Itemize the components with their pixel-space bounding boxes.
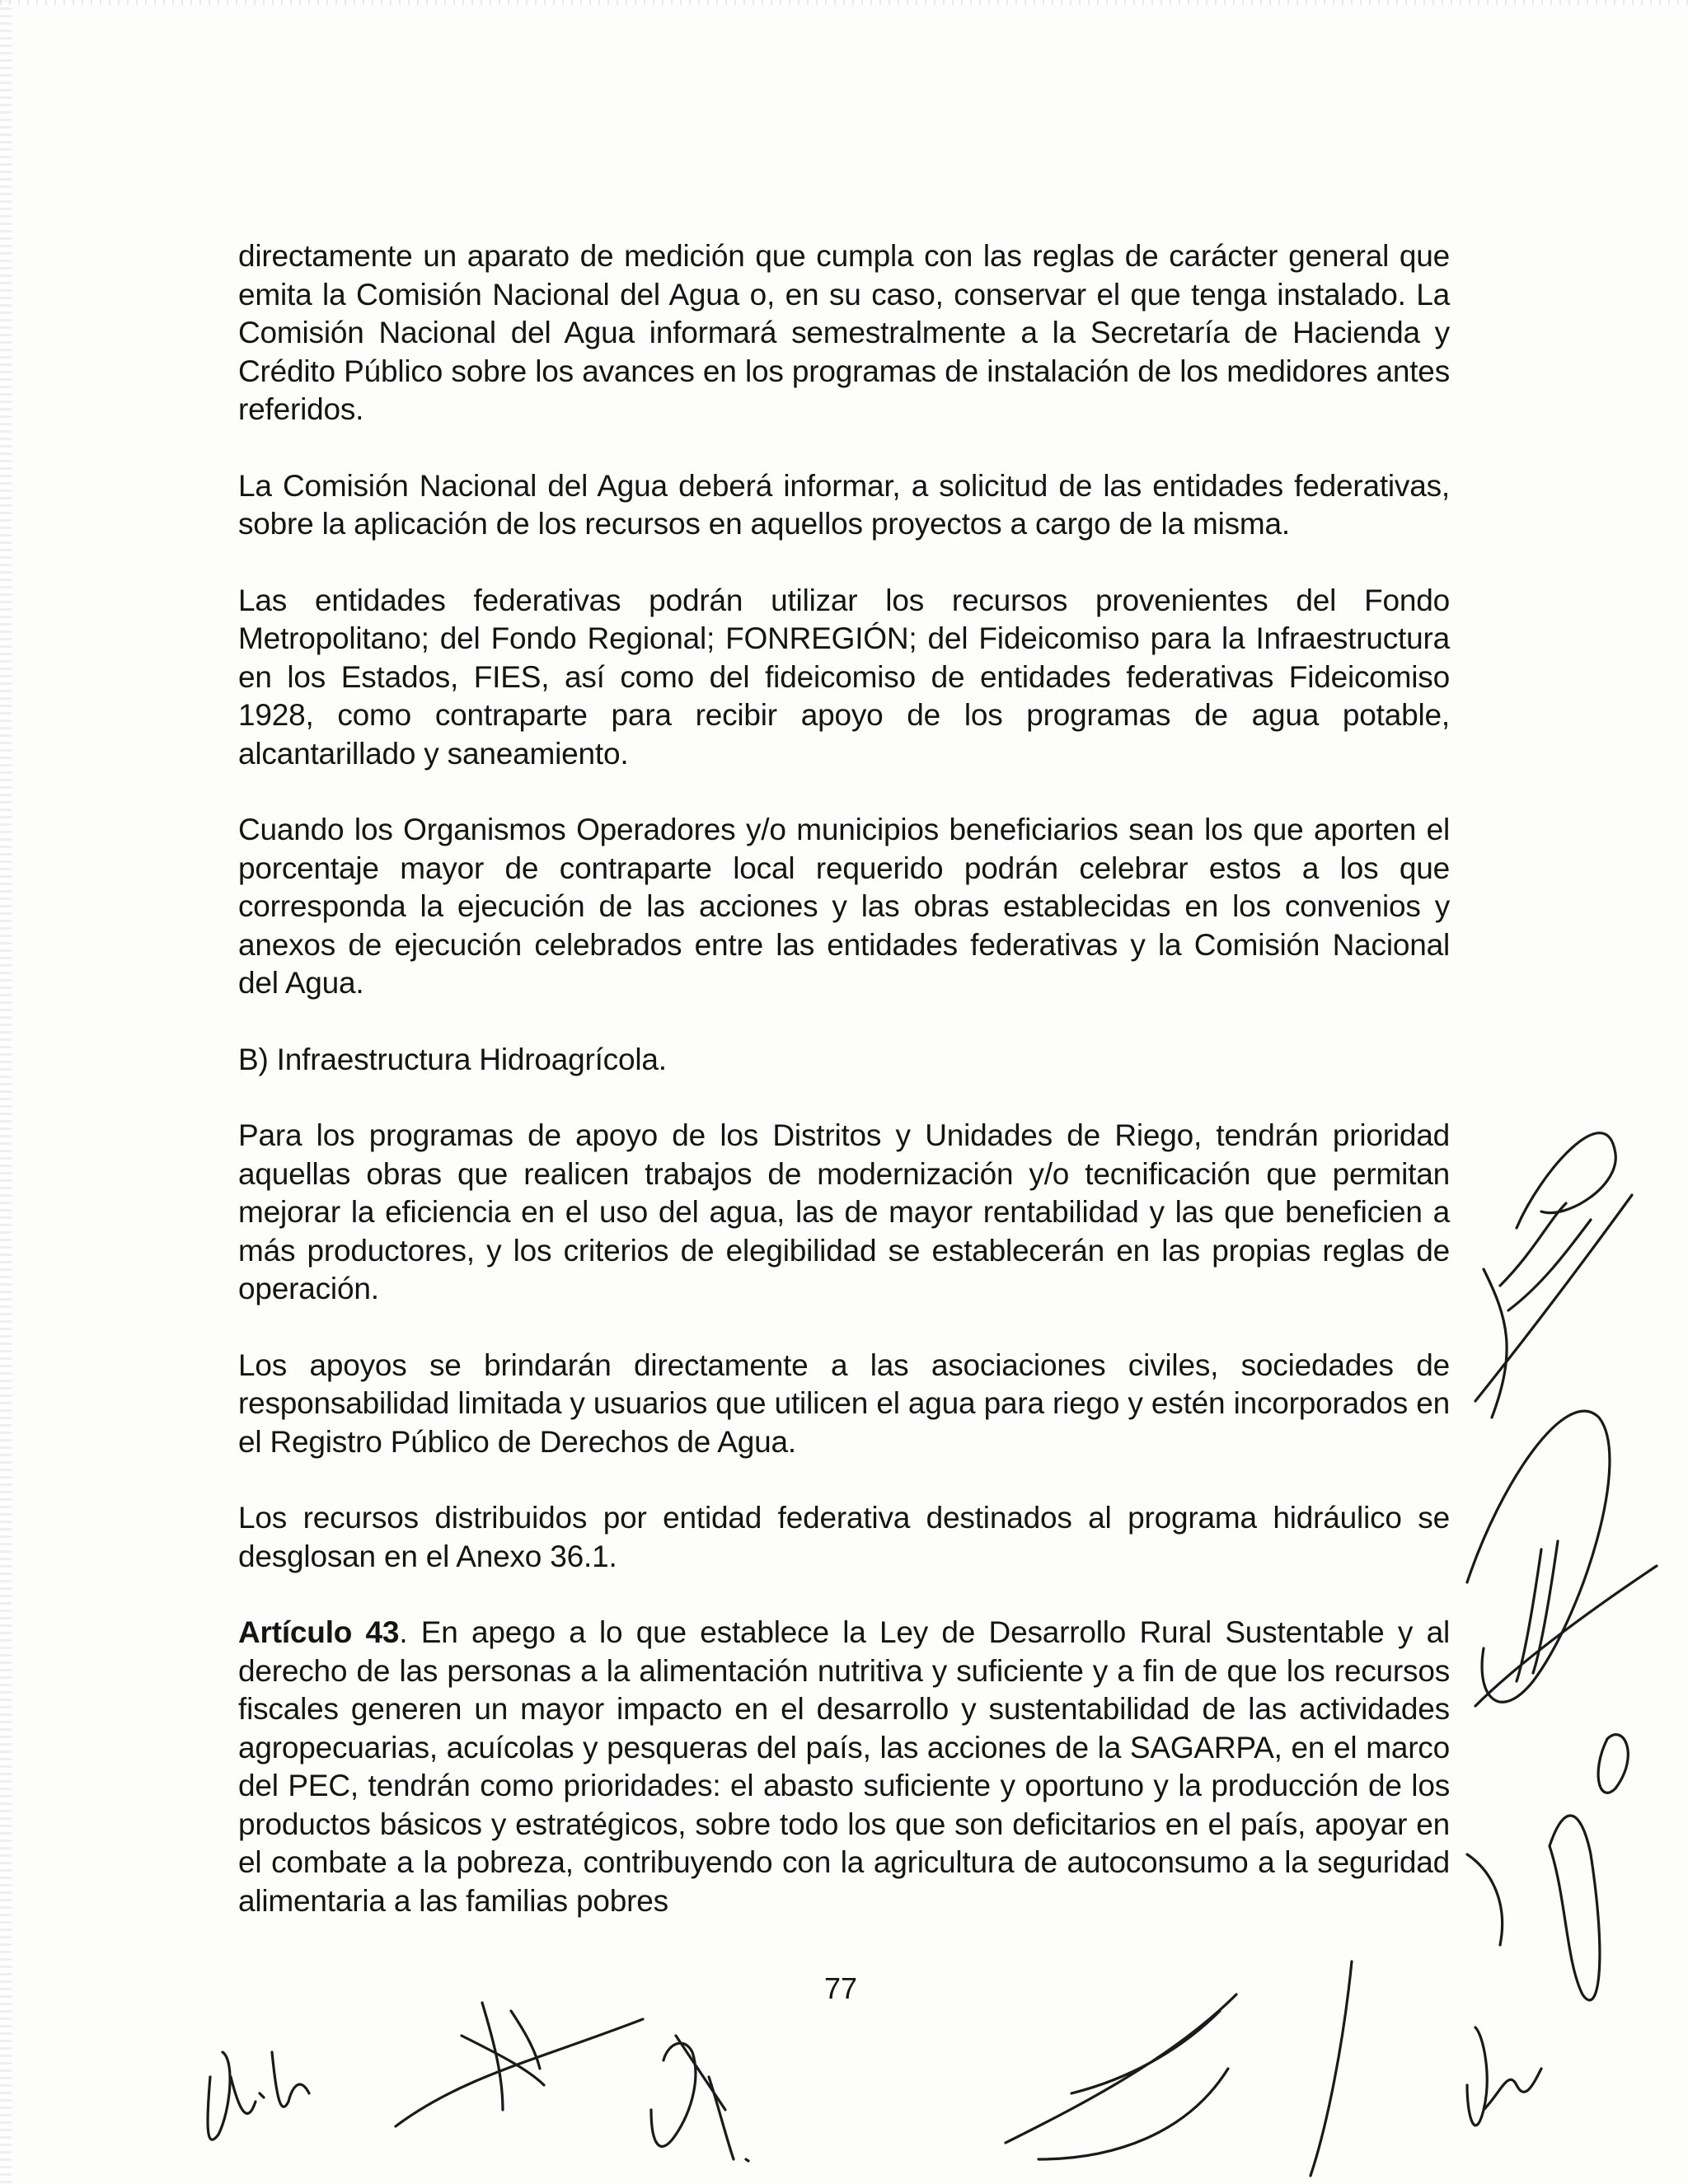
margin-signature [1475,1133,1632,1418]
bottom-signature [396,2003,643,2126]
bottom-signature [208,2052,309,2139]
bottom-signature [651,2036,748,2161]
scan-edge-artifact [0,0,12,2184]
article-paragraph [238,1614,1450,1920]
paragraph: Para los programas de apoyo de los Distritos y Unidades de Riego, tendrán prioridad aquellas obras que realicen trabajos de modernización y/o tecnificación que permitan mejorar la eficiencia en el uso del agua, las de mayor rentabilidad y las que beneficien a más productores, y los criterios de elegibilidad se establecerán en las propias reglas de operación. [238,1118,1450,1305]
paragraph: Los apoyos se brindarán directamente a las asociaciones civiles, sociedades de responsabilidad limitada y usuarios que utilicen el agua para riego y estén incorporados en el Registro Público de Derechos de Agua. [238,1347,1450,1459]
document-body [238,237,1450,1958]
paragraph: Cuando los Organismos Operadores y/o municipios beneficiarios sean los que aporten el porcentaje mayor de contraparte local requerido podrán celebrar estos a los que corresponda la ejecución de las acciones y las obras establecidas en los convenios y anexos de ejecución celebrados entre las entidades federativas y la Comisión Nacional del Agua. [238,813,1450,1000]
paragraph: Los recursos distribuidos por entidad federativa destinados al programa hidráulico se desglosan en el Anexo 36.1. [238,1501,1450,1573]
bottom-signature [1006,1961,1352,2176]
scan-edge-artifact [0,0,1688,5]
paragraph: Las entidades federativas podrán utilizar los recursos provenientes del Fondo Metropolitano; del Fondo Regional; FONREGIÓN; del Fideicomiso para la Infraestructura en los Estados, FIES, así como del fideicomiso de entidades federativas Fideicomiso 1928, como contraparte para recibir apoyo de los programas de agua potable, alcantarillado y saneamiento. [238,583,1450,771]
paragraph: directamente un aparato de medición que cumpla con las reglas de carácter general que emita la Comisión Nacional del Agua o, en su caso, conservar el que tenga instalado. La Comisión Nacional del Agua informará semestralmente a la Secretaría de Hacienda y Crédito Público sobre los avances en los programas de instalación de los medidores antes referidos. [238,239,1450,426]
margin-signature [1467,1411,1657,1706]
section-heading: B) Infraestructura Hidroagrícola. [238,1042,667,1076]
page-number: 77 [823,1971,858,2005]
margin-signature [1467,1735,1628,2000]
article-label: Artículo 43 [238,1615,400,1649]
margin-signature [1467,2027,1541,2125]
article-text: . En apego a lo que establece la Ley de Desarrollo Rural Sustentable y al derecho de las personas a la alimentación nutritiva y suficiente y a fin de que los recursos fiscales generen un mayor impacto en el desarrollo y sustentabilidad de las actividades agropecuarias, acuícolas y pesqueras del país, las acciones de la SAGARPA, en el marco del PEC, tendrán como prioridades: el abasto suficiente y oportuno y la producción de los productos básicos y estratégicos, sobre todo los que son deficitarios en el país, apoyar en el combate a la pobreza, contribuyendo con la agricultura de autoconsumo a la seguridad alimentaria a las familias pobres [238,1615,1450,1918]
paragraph: La Comisión Nacional del Agua deberá informar, a solicitud de las entidades federativas, sobre la aplicación de los recursos en aquellos proyectos a cargo de la misma. [238,468,1450,541]
